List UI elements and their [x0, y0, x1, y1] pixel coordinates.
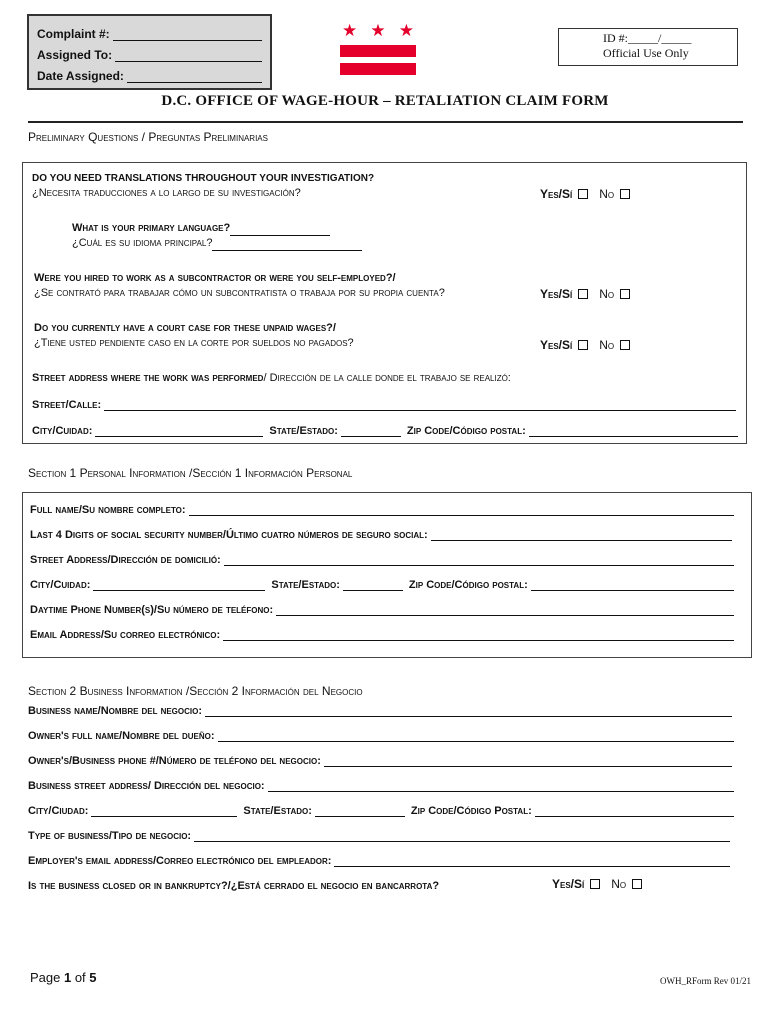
language-field-es[interactable]	[212, 240, 362, 251]
court-case-yes-no	[540, 338, 638, 352]
business-zip-label: Zip Code/Código Postal:	[410, 805, 532, 817]
ssn-label: Last 4 Digits of social security number/Último cuatro números de seguro social:	[30, 529, 428, 541]
page-indicator	[30, 970, 97, 985]
business-state-field[interactable]	[315, 806, 405, 817]
court-case-question-en: Do you currently have a court case for these unpaid wages?/	[34, 322, 336, 334]
yes-label: Yes/Sí	[552, 877, 585, 891]
form-title: D.C. OFFICE OF WAGE-HOUR – RETALIATION CLAIM FORM	[161, 93, 609, 109]
translation-yes-no	[540, 187, 638, 201]
employer-email-field[interactable]	[334, 856, 730, 867]
language-question-es: ¿Cuál es su idioma principal?	[72, 237, 213, 249]
translation-yes-checkbox[interactable]	[578, 189, 588, 199]
work-city-field[interactable]	[95, 426, 263, 437]
work-zip-field[interactable]	[529, 426, 738, 437]
work-state-field[interactable]	[341, 426, 401, 437]
language-field[interactable]	[230, 225, 330, 236]
business-state-label: State/Estado:	[243, 805, 312, 817]
work-street-label: Street/Calle:	[32, 399, 102, 411]
business-name-field[interactable]	[205, 706, 732, 717]
court-case-yes-checkbox[interactable]	[578, 340, 588, 350]
section2-heading: Section 2 Business Information /Sección 2 Información del Negocio	[28, 684, 363, 698]
flag-bar	[340, 63, 416, 75]
employer-email-label: Employer's email address/Correo electrónico del empleador:	[28, 855, 332, 867]
flag-star-icon: ★	[398, 21, 414, 40]
business-closed-question: Is the business closed or in bankruptcy?/¿Está cerrado el negocio en bancarrota?	[28, 880, 440, 892]
page-prefix: Page	[30, 970, 64, 985]
business-type-label: Type of business/Tipo de negocio:	[28, 830, 192, 842]
no-label: No	[599, 187, 615, 201]
work-zip-label: Zip Code/Código postal:	[406, 425, 526, 437]
email-label: Email Address/Su correo electrónico:	[30, 629, 221, 641]
business-closed-yes-no	[552, 877, 650, 891]
business-name-label: Business name/Nombre del negocio:	[28, 705, 203, 717]
dc-flag-logo	[340, 22, 416, 74]
business-closed-no-checkbox[interactable]	[632, 879, 642, 889]
phone-label: Daytime Phone Number(s)/Su número de teléfono:	[30, 604, 274, 616]
subcontractor-question-en: Were you hired to work as a subcontractor or were you self-employed?/	[34, 272, 396, 284]
business-address-label: Business street address/ Dirección del negocio:	[28, 780, 265, 792]
work-street-field[interactable]	[104, 400, 736, 411]
flag-star-icon: ★	[370, 21, 386, 40]
owner-phone-label: Owner's/Business phone #/Número de teléfono del negocio:	[28, 755, 321, 767]
form-revision: OWH_RForm Rev 01/21	[660, 976, 751, 986]
assigned-to-field[interactable]	[115, 50, 262, 62]
business-city-field[interactable]	[91, 806, 237, 817]
state-label: State/Estado:	[271, 579, 340, 591]
flag-star-icon: ★	[342, 21, 358, 40]
complaint-number-label: Complaint #:	[37, 27, 110, 41]
work-city-label: City/Cuidad:	[32, 425, 93, 437]
street-address-field[interactable]	[224, 555, 734, 566]
language-question-en: What is your primary language?	[72, 222, 231, 234]
ssn-field[interactable]	[431, 530, 732, 541]
full-name-field[interactable]	[189, 505, 734, 516]
translation-no-checkbox[interactable]	[620, 189, 630, 199]
email-field[interactable]	[223, 630, 734, 641]
city-field[interactable]	[93, 580, 265, 591]
page-of: of	[71, 970, 90, 985]
official-use-label: Official Use Only	[603, 46, 689, 60]
owner-phone-field[interactable]	[324, 756, 732, 767]
official-id-box	[558, 28, 738, 66]
full-name-label: Full name/Su nombre completo:	[30, 504, 186, 516]
work-address-heading-en: Street address where the work was performed	[32, 372, 264, 384]
subcontractor-question-es: ¿Se contrató para trabajar cómo un subcontratista o trabaja por su propia cuenta?	[34, 287, 445, 299]
title-divider	[28, 121, 743, 123]
page-number: 1	[63, 970, 72, 985]
business-address-field[interactable]	[268, 781, 734, 792]
complaint-number-field[interactable]	[113, 29, 262, 41]
translation-question-en: DO YOU NEED TRANSLATIONS THROUGHOUT YOUR INVESTIGATION?	[32, 173, 375, 184]
work-state-label: State/Estado:	[269, 425, 338, 437]
no-label: No	[599, 287, 615, 301]
owner-name-field[interactable]	[218, 731, 735, 742]
page-total: 5	[89, 970, 97, 985]
yes-label: Yes/Sí	[540, 187, 573, 201]
phone-field[interactable]	[276, 605, 734, 616]
business-zip-field[interactable]	[535, 806, 734, 817]
city-label: City/Cuidad:	[30, 579, 91, 591]
translation-question-es: ¿Necesita traducciones a lo largo de su investigación?	[32, 187, 301, 199]
flag-bar	[340, 45, 416, 57]
complaint-info-box	[27, 14, 272, 90]
subcontractor-yes-no	[540, 287, 638, 301]
id-number-label: ID #:_____/_____	[603, 31, 692, 45]
subcontractor-no-checkbox[interactable]	[620, 289, 630, 299]
zip-field[interactable]	[531, 580, 734, 591]
yes-label: Yes/Sí	[540, 338, 573, 352]
business-city-label: City/Ciudad:	[28, 805, 89, 817]
subcontractor-yes-checkbox[interactable]	[578, 289, 588, 299]
no-label: No	[611, 877, 627, 891]
zip-label: Zip Code/Código postal:	[408, 579, 528, 591]
no-label: No	[599, 338, 615, 352]
business-closed-yes-checkbox[interactable]	[590, 879, 600, 889]
date-assigned-field[interactable]	[127, 71, 262, 83]
date-assigned-label: Date Assigned:	[37, 69, 124, 83]
yes-label: Yes/Sí	[540, 287, 573, 301]
court-case-question-es: ¿Tiene usted pendiente caso en la corte por sueldos no pagados?	[34, 337, 354, 349]
business-type-field[interactable]	[194, 831, 730, 842]
preliminary-heading: Preliminary Questions / Preguntas Preliminarias	[28, 130, 268, 144]
assigned-to-label: Assigned To:	[37, 48, 113, 62]
court-case-no-checkbox[interactable]	[620, 340, 630, 350]
state-field[interactable]	[343, 580, 403, 591]
work-address-heading-es: / Dirección de la calle donde el trabajo se realizó:	[263, 372, 511, 384]
street-address-label: Street Address/Dirección de domicilió:	[30, 554, 221, 566]
owner-name-label: Owner's full name/Nombre del dueño:	[28, 730, 215, 742]
section1-heading: Section 1 Personal Information /Sección 1 Información Personal	[28, 466, 353, 480]
